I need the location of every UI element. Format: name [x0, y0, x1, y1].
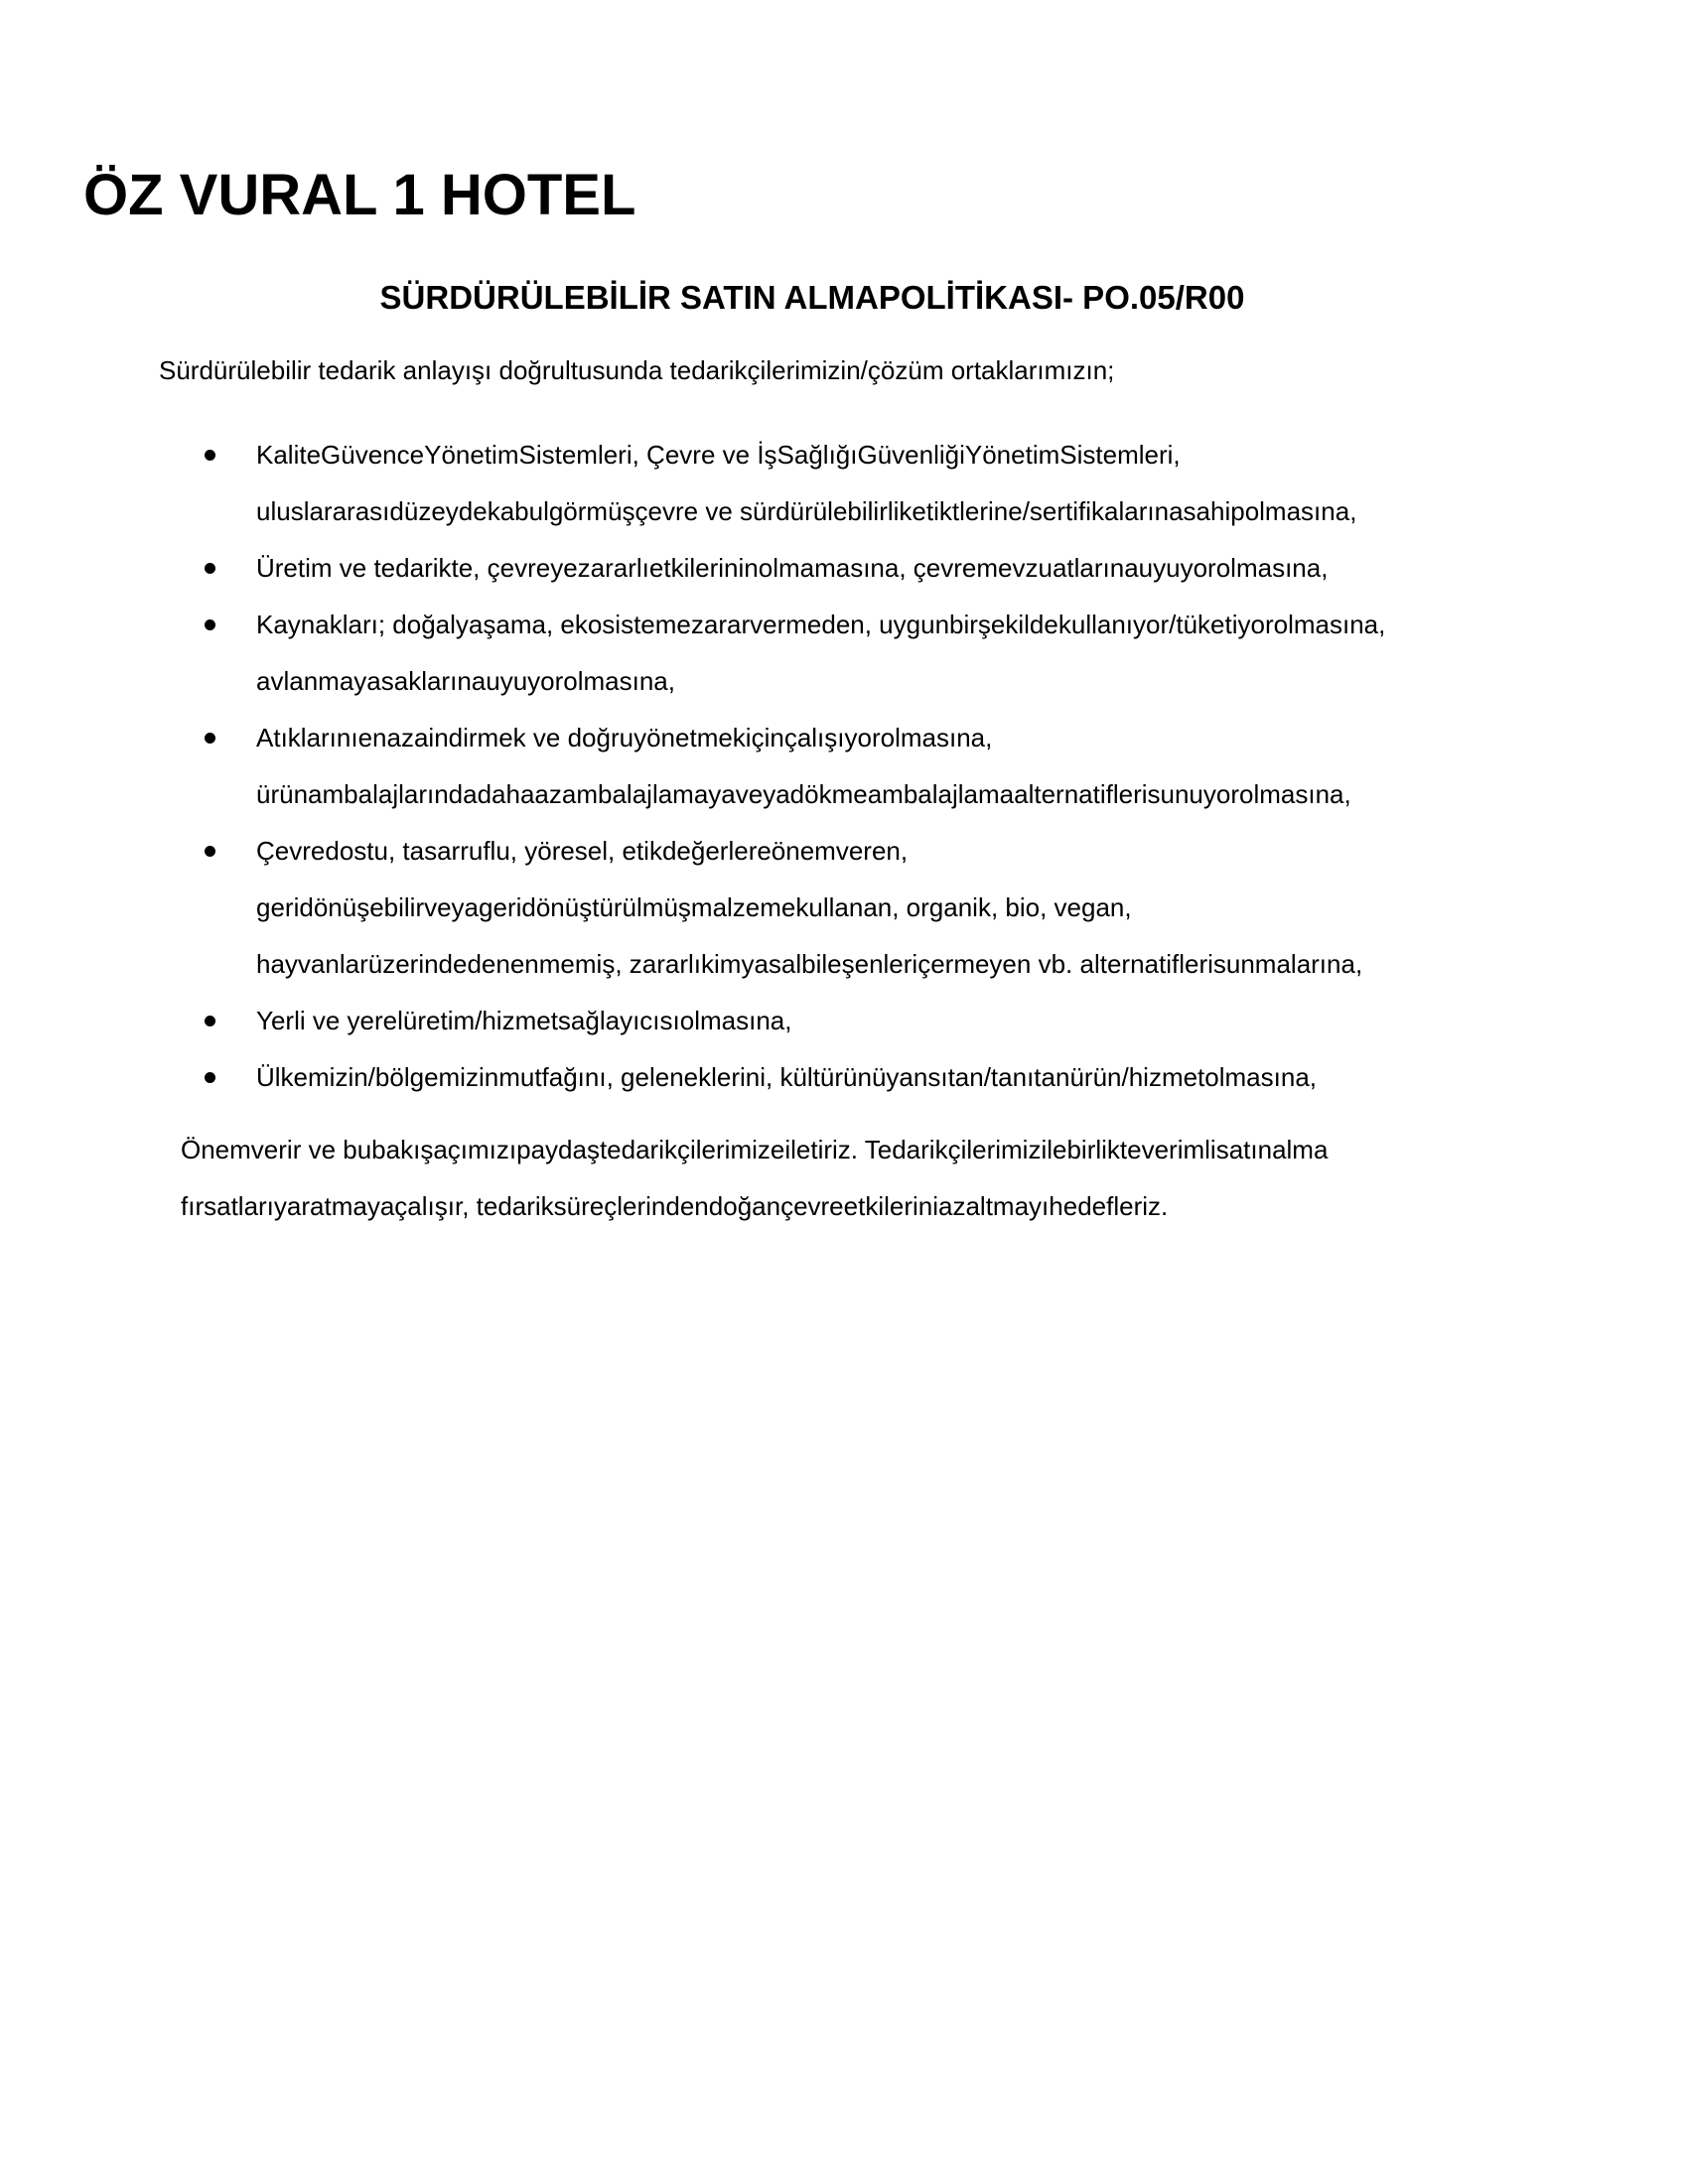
bullet-icon [205, 563, 215, 574]
list-item-text: Yerli ve yerelüretim/hizmetsağlayıcısıolmasına, [256, 1006, 792, 1035]
list-item-text: uluslararasıdüzeydekabulgörmüşçevre ve sürdürülebilirliketiktlerine/sertifikalarınasahipolmasına, [256, 496, 1357, 526]
bullet-icon [205, 733, 215, 744]
list-item [159, 540, 1569, 597]
hotel-name-heading: ÖZ VURAL 1 HOTEL [83, 163, 636, 227]
policy-bullet-list [159, 427, 1569, 1106]
list-item-text: Atıklarınıenazaindirmek ve doğruyönetmekiçinçalışıyorolmasına, [256, 723, 993, 752]
list-item [159, 597, 1569, 710]
bullet-icon [205, 619, 215, 630]
list-item [159, 427, 1569, 540]
intro-paragraph: Sürdürülebilir tedarik anlayışı doğrultusunda tedarikçilerimizin/çözüm ortaklarımızın; [159, 355, 1115, 385]
closing-line: fırsatlarıyaratmayaçalışır, tedariksüreçlerindendoğançevreetkileriniazaltmayıhedefleriz. [181, 1191, 1169, 1221]
list-item-text: Üretim ve tedarikte, çevreyezararlıetkilerininolmamasına, çevremevzuatlarınauyuyorolmasına, [256, 553, 1329, 583]
list-item-text: geridönüşebilirveyageridönüştürülmüşmalzemekullanan, organik, bio, vegan, [256, 892, 1132, 922]
list-item [159, 1049, 1569, 1106]
closing-paragraph [181, 1122, 1571, 1235]
list-item-text: KaliteGüvenceYönetimSistemleri, Çevre ve İşSağlığıGüvenliğiYönetimSistemleri, [256, 440, 1181, 470]
bullet-icon [205, 450, 215, 461]
list-item-text: Ülkemizin/bölgemizinmutfağını, geleneklerini, kültürünüyansıtan/tanıtanürün/hizmetolmasına, [256, 1062, 1318, 1092]
list-item-text: hayvanlarüzerindedenenmemiş, zararlıkimyasalbileşenleriçermeyen vb. alternatiflerisunmalarına, [256, 949, 1363, 979]
list-item [159, 993, 1569, 1049]
closing-line: Önemverir ve bubakışaçımızıpaydaştedarikçilerimizeiletiriz. Tedarikçilerimizilebirlikteverimlisatınalma [181, 1135, 1329, 1164]
list-item-text: avlanmayasaklarınauyuyorolmasına, [256, 666, 675, 696]
policy-title: SÜRDÜRÜLEBİLİR SATIN ALMAPOLİTİKASI- PO.05/R00 [379, 279, 1245, 316]
list-item-text: Çevredostu, tasarruflu, yöresel, etikdeğerlereönemveren, [256, 836, 909, 866]
bullet-icon [205, 846, 215, 857]
list-item-text: ürünambalajlarındadahaazambalajlamayaveyadökmeambalajlamaalternatiflerisunuyorolmasına, [256, 779, 1351, 809]
list-item [159, 823, 1569, 993]
list-item [159, 710, 1569, 823]
list-item-text: Kaynakları; doğalyaşama, ekosistemezararvermeden, uygunbirşekildekullanıyor/tüketiyorolmasına, [256, 610, 1386, 639]
bullet-icon [205, 1016, 215, 1026]
bullet-icon [205, 1072, 215, 1083]
